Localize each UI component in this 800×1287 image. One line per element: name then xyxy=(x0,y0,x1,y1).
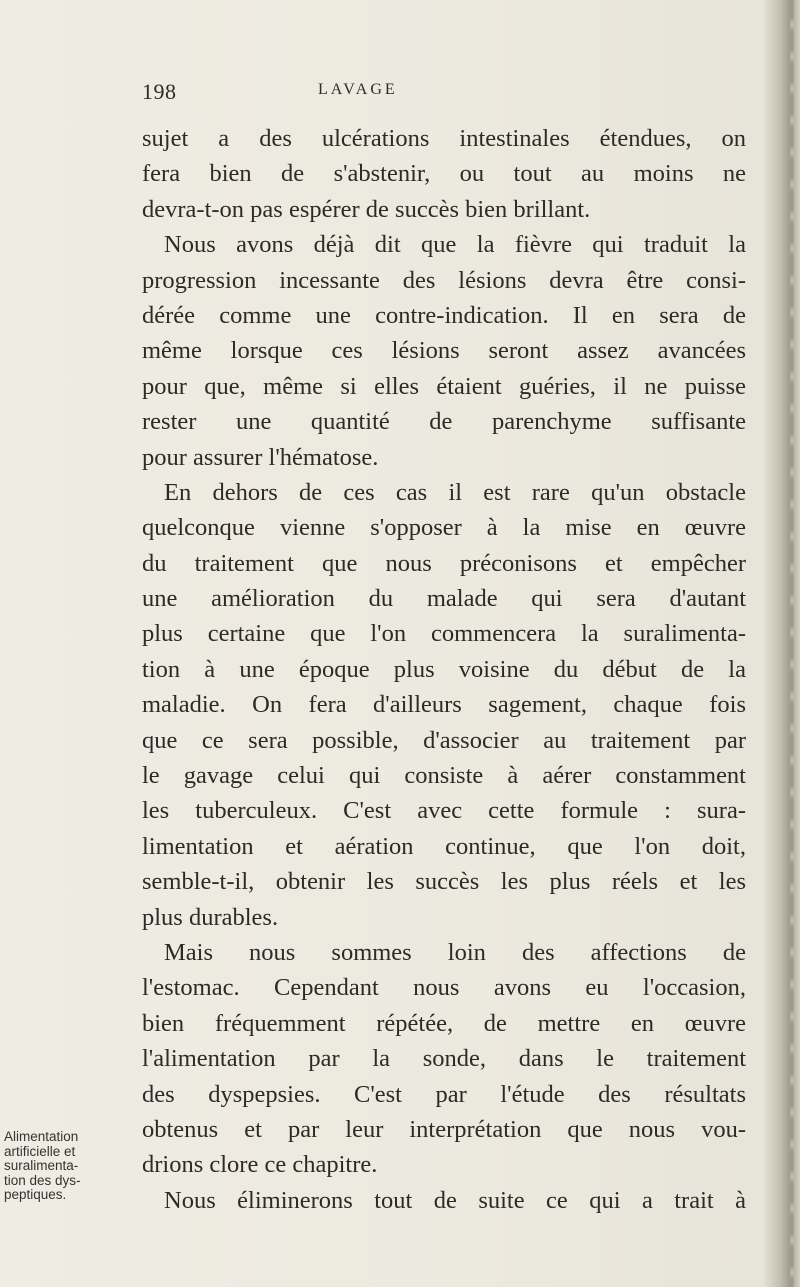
text-line: semble-t-il, obtenir les succès les plus réels et les xyxy=(142,868,746,896)
text-line: même lorsque ces lésions seront assez avancées xyxy=(142,337,746,365)
text-line: quelconque vienne s'opposer à la mise en œuvre xyxy=(142,514,746,542)
text-line: Mais nous sommes loin des affections de xyxy=(164,938,746,966)
text-line: plus certaine que l'on commencera la suralimenta- xyxy=(142,620,746,648)
margin-note-line: peptiques. xyxy=(4,1187,67,1202)
text-line: l'estomac. Cependant nous avons eu l'occasion, xyxy=(142,974,746,1002)
text-line: En dehors de ces cas il est rare qu'un obstacle xyxy=(164,478,746,506)
text-line: que ce sera possible, d'associer au traitement par xyxy=(142,726,746,754)
text-line: Nous éliminerons tout de suite ce qui a trait à xyxy=(164,1186,746,1214)
text-line: drions clore ce chapitre. xyxy=(142,1151,378,1179)
running-head: LAVAGE xyxy=(318,81,398,98)
margin-note-line: Alimentation xyxy=(4,1129,79,1144)
text-line: tion à une époque plus voisine du début de la xyxy=(142,655,746,683)
text-line: maladie. On fera d'ailleurs sagement, chaque fois xyxy=(142,691,746,719)
text-line: l'alimentation par la sonde, dans le traitement xyxy=(142,1045,746,1073)
text-line: une amélioration du malade qui sera d'autant xyxy=(142,585,746,613)
margin-note xyxy=(4,1130,122,1203)
text-line: bien fréquemment répétée, de mettre en œuvre xyxy=(142,1009,746,1037)
margin-note-line: artificielle et xyxy=(4,1143,76,1159)
page-edge-shadow xyxy=(764,0,800,1287)
margin-note-line: tion des dys- xyxy=(4,1172,81,1188)
text-line: limentation et aération continue, que l'on doit, xyxy=(142,832,746,860)
text-line: Nous avons déjà dit que la fièvre qui traduit la xyxy=(164,231,746,259)
text-line: dérée comme une contre-indication. Il en sera de xyxy=(142,301,746,329)
text-line: obtenus et par leur interprétation que nous vou- xyxy=(142,1115,746,1143)
text-line: pour assurer l'hématose. xyxy=(142,443,379,471)
text-line: du traitement que nous préconisons et empêcher xyxy=(142,549,746,577)
text-line: sujet a des ulcérations intestinales étendues, on xyxy=(142,125,746,152)
page-number: 198 xyxy=(142,79,177,104)
text-line: progression incessante des lésions devra être consi- xyxy=(142,266,746,294)
page-header xyxy=(142,79,742,109)
text-line: plus durables. xyxy=(142,903,279,931)
body-text xyxy=(142,121,746,1218)
text-line: le gavage celui qui consiste à aérer constamment xyxy=(142,762,746,790)
text-line: pour que, même si elles étaient guéries, il ne puisse xyxy=(142,372,746,400)
text-line: les tuberculeux. C'est avec cette formule : sura- xyxy=(142,797,746,825)
text-line: rester une quantité de parenchyme suffisante xyxy=(142,408,746,436)
text-line: devra-t-on pas espérer de succès bien brillant. xyxy=(142,195,591,223)
text-line: fera bien de s'abstenir, ou tout au moins ne xyxy=(142,160,746,188)
text-line: des dyspepsies. C'est par l'étude des résultats xyxy=(142,1080,746,1108)
margin-note-line: suralimenta- xyxy=(4,1158,79,1173)
